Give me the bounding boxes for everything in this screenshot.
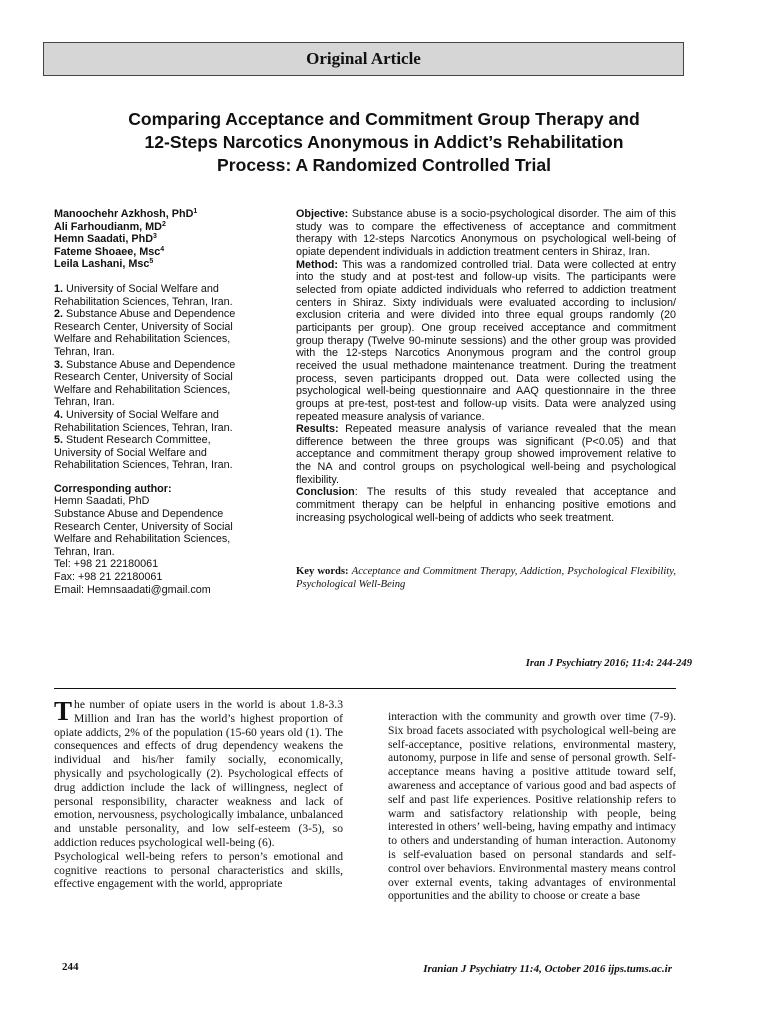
abstract-objective: Objective: Substance abuse is a socio-psychological disorder. The aim of this study was to compare the effectiveness of acceptance and commitment therapy with 12-steps Narcotics Anonymous on psychological well-being of opiate dependent individuals in addiction treatment centers in Shiraz, Iran.: [296, 208, 677, 258]
abstract-method: Method: This was a randomized controlled trial. Data were collected at entry into the study and at post-test and follow-up visits. The participants were selected from opiate addicted individuals who referred to addiction treatment centers in Shiraz. Sixty individuals were evaluated according to inclusion/ exclusion criteria and were divided into three equal groups randomly (20 participants per group). One group received acceptance and commitment group therapy (Twelve 90-minute sessions) and the other group was provided with the 12-steps Narcotics Anonymous program and the control group received the usual methadone maintenance treatment. During the treatment process, seven participants dropped out. Data were collected using the psychological well-being questionnaire and AAQ questionnaire in the three groups at pre-test, post-test and follow-up visits. Data were analyzed using repeated measure analysis of variance.: [296, 258, 676, 423]
corresponding-heading: Corresponding author:: [54, 482, 172, 495]
affiliation-item: 1. University of Social Welfare and Rehabilitation Sciences, Tehran, Iran.: [54, 282, 233, 308]
affiliation-item: 4. University of Social Welfare and Rehabilitation Sciences, Tehran, Iran.: [54, 408, 233, 434]
author-name: Fateme Shoaee, Msc$^4$: [54, 245, 165, 258]
drop-cap: T: [54, 696, 73, 726]
keywords: [296, 566, 676, 591]
body-column-right: [388, 710, 676, 903]
title-line: Process: A Randomized Controlled Trial: [216, 155, 551, 175]
journal-footer: Iranian J Psychiatry 11:4, October 2016 ijps.tums.ac.ir: [423, 963, 672, 975]
author-block: [54, 208, 254, 596]
affiliation-item: 5. Student Research Committee, University of Social Welfare and Rehabilitation Sciences, Tehran, Iran.: [54, 434, 233, 472]
abstract-results: Results: Repeated measure analysis of variance revealed that the mean difference between the three groups was significant (P<0.05) and that acceptance and commitment therapy group showed improvement relative to the NA and control groups on psychological well-being and psychological flexibility.: [296, 423, 677, 486]
article-title: [40, 108, 728, 177]
body-paragraph: The number of opiate users in the world is about 1.8-3.3 Million and Iran has the world’s highest proportion of opiate addicts, 2% of the population (15-60 years old (1). The consequences and effects of drug dependency weakens the individual and his/her family socially, economically, physically and psychologically (2). Psychological effects of drug addiction include the lack of willingness, neglect of personal responsibility, character weakness and lack of emotion, nervousness, psychologically imbalance, unbalanced and unstable personality, and low self-esteem (3-5), so addiction reduces psychological well-being (6).: [54, 696, 343, 849]
title-line: Comparing Acceptance and Commitment Group Therapy and: [128, 109, 640, 129]
title-line: 12-Steps Narcotics Anonymous in Addict’s Rehabilitation: [144, 132, 624, 152]
corresponding-address: Substance Abuse and Dependence Research Center, University of Social Welfare and Rehabilitation Sciences, Tehran, Iran.: [54, 508, 233, 558]
affiliation-item: 3. Substance Abuse and Dependence Research Center, University of Social Welfare and Rehabilitation Sciences, Tehran, Iran.: [54, 358, 236, 409]
author-name: Leila Lashani, Msc$^5$: [54, 258, 154, 271]
body-column-left: [54, 698, 343, 891]
corresponding-fax: Fax: +98 21 22180061: [54, 571, 163, 584]
author-name: Hemn Saadati, PhD$^3$: [54, 233, 157, 246]
corresponding-email[interactable]: Email: Hemnsaadati@gmail.com: [54, 583, 211, 596]
article-type-banner: [43, 42, 684, 76]
corresponding-name: Hemn Saadati, PhD: [54, 495, 150, 508]
section-divider: [54, 688, 676, 689]
abstract: [296, 208, 676, 524]
keywords-value: Acceptance and Commitment Therapy, Addiction, Psychological Flexibility, Psychological Well-Being: [296, 566, 676, 590]
author-name: Manoochehr Azkhosh, PhD$^1$: [54, 208, 198, 220]
keywords-label: Key words:: [296, 566, 349, 577]
author-list: [54, 208, 254, 271]
affiliation-item: 2. Substance Abuse and Dependence Research Center, University of Social Welfare and Rehabilitation Sciences, Tehran, Iran.: [54, 308, 236, 358]
affiliation-list: [54, 283, 254, 472]
author-name: Ali Farhoudianm, $MD^2$: [54, 220, 166, 233]
page-number: 244: [62, 961, 79, 973]
corresponding-author: [54, 483, 254, 596]
article-type-label: Original Article: [306, 49, 421, 68]
citation: Iran J Psychiatry 2016; 11:4: 244-249: [525, 658, 692, 669]
corresponding-tel: Tel: +98 21 22180061: [54, 558, 159, 571]
abstract-conclusion: Conclusion: The results of this study revealed that acceptance and commitment therapy can be helpful in enhancing positive emotions and increasing psychological well-being of addicts who seek treatment.: [296, 486, 676, 524]
body-paragraph: Psychological well-being refers to person’s emotional and cognitive reactions to personal characteristics and skills, effective engagement with the world, appropriate: [54, 849, 343, 891]
body-paragraph: interaction with the community and growth over time (7-9). Six broad facets associated with psychological well-being are self-acceptance, positive relations, environmental mastery, autonomy, purpose in life and sense of personal growth. Self-acceptance means having a positive attitude toward self, awareness and acceptance of various good and bad aspects of self and past life experiences. Positive relationship refers to warm and satisfactory relationship with people, being interested in others’ well-being, having empathy and intimacy to others and understanding of human interaction. Autonomy is self-evaluation based on personal standards and self-control over behaviors. Environmental mastery means control over external events, taking advantages of environmental opportunities and the ability to choose or create a base: [388, 710, 676, 903]
